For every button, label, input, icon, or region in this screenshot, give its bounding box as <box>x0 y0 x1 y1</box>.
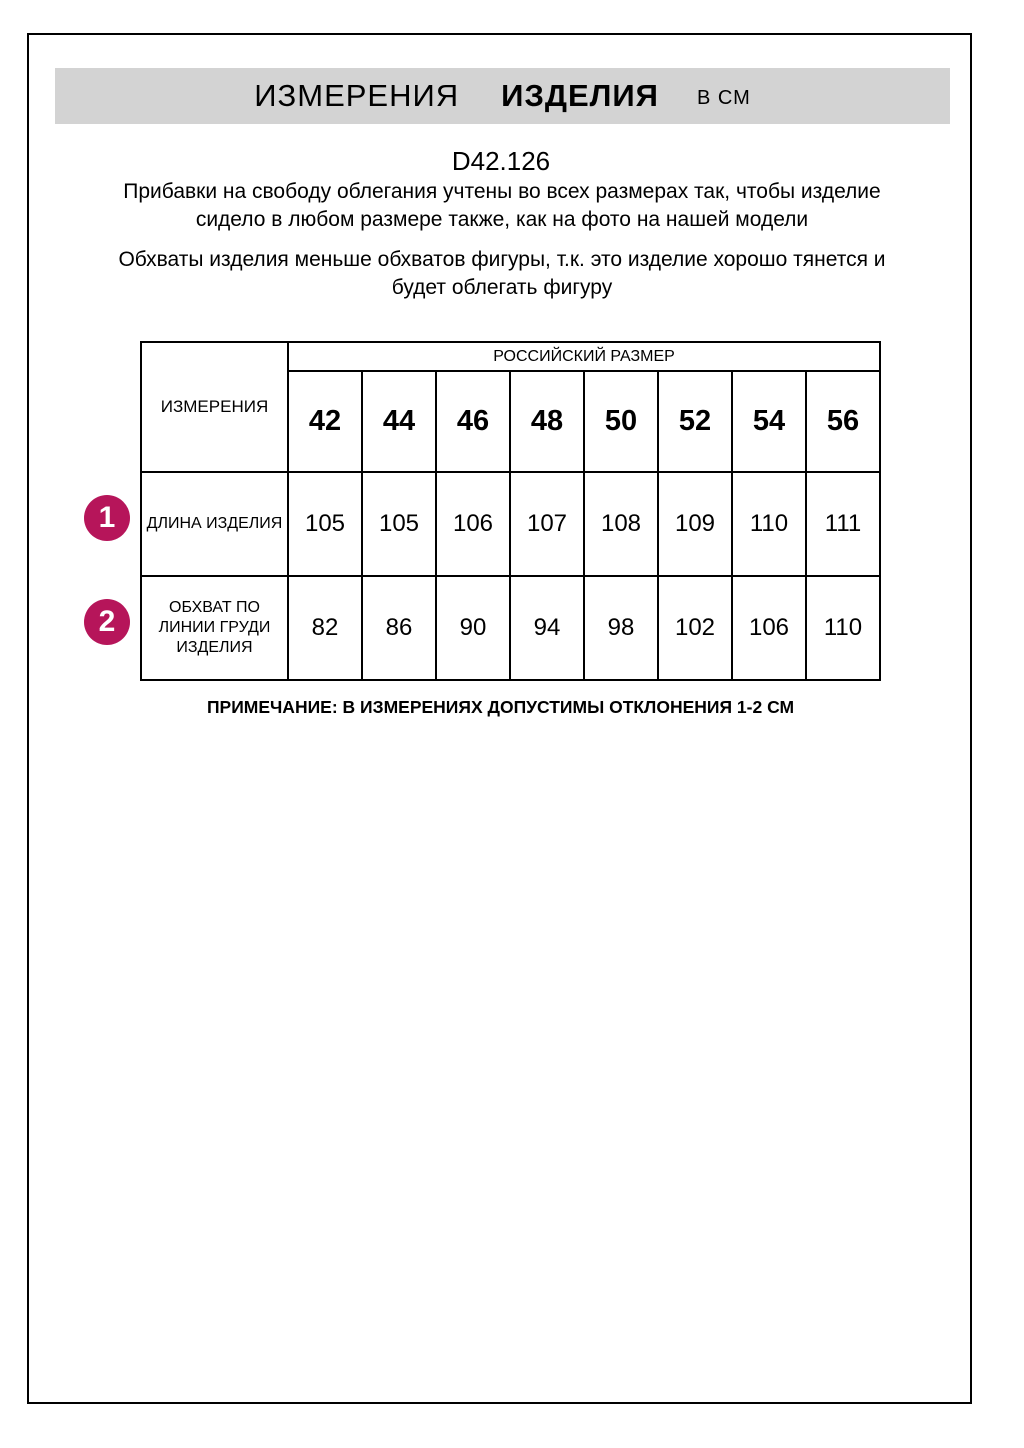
table-row-chest <box>141 576 880 680</box>
title-measurements: ИЗМЕРЕНИЯ <box>254 78 460 113</box>
product-code: D42.126 <box>451 146 551 176</box>
description-block <box>112 178 892 314</box>
size-header-cell: 54 <box>732 371 806 472</box>
size-header-cell: 48 <box>510 371 584 472</box>
table-cell: 109 <box>658 472 732 576</box>
table-cell: 82 <box>288 576 362 680</box>
row-marker-1: 1 <box>84 495 130 541</box>
table-cell: 110 <box>806 576 880 680</box>
table-cell: 106 <box>732 576 806 680</box>
table-row-group-header <box>141 342 880 371</box>
size-group-header-cell: РОССИЙСКИЙ РАЗМЕР <box>288 342 880 371</box>
size-header-cell: 56 <box>806 371 880 472</box>
size-header-cell: 42 <box>288 371 362 472</box>
size-header-cell: 44 <box>362 371 436 472</box>
table-cell: 110 <box>732 472 806 576</box>
table-cell: 90 <box>436 576 510 680</box>
corner-header-cell: ИЗМЕРЕНИЯ <box>141 342 288 472</box>
title-banner <box>55 68 950 124</box>
title-product: ИЗДЕЛИЯ <box>501 78 659 113</box>
description-paragraph-2: Обхваты изделия меньше обхватов фигуры, т.к. это изделие хорошо тянется и будет облегать фигуру <box>118 248 886 299</box>
size-header-cell: 52 <box>658 371 732 472</box>
table-cell: 105 <box>288 472 362 576</box>
title-units: В СМ <box>696 86 751 109</box>
table-cell: 86 <box>362 576 436 680</box>
table-cell: 108 <box>584 472 658 576</box>
size-header-cell: 46 <box>436 371 510 472</box>
row-marker-2: 2 <box>84 599 130 645</box>
table-cell: 111 <box>806 472 880 576</box>
table-cell: 105 <box>362 472 436 576</box>
table-cell: 107 <box>510 472 584 576</box>
table-row-length <box>141 472 880 576</box>
description-paragraph-1: Прибавки на свободу облегания учтены во всех размерах так, чтобы изделие сидело в любом размере также, как на фото на нашей модели <box>123 180 881 231</box>
size-header-cell: 50 <box>584 371 658 472</box>
table-cell: 98 <box>584 576 658 680</box>
size-table <box>140 341 881 681</box>
table-cell: 106 <box>436 472 510 576</box>
measurement-label-chest: ОБХВАТ ПО ЛИНИИ ГРУДИ ИЗДЕЛИЯ <box>141 576 288 680</box>
table-cell: 102 <box>658 576 732 680</box>
table-cell: 94 <box>510 576 584 680</box>
measurement-label-length: ДЛИНА ИЗДЕЛИЯ <box>141 472 288 576</box>
tolerance-note: ПРИМЕЧАНИЕ: В ИЗМЕРЕНИЯХ ДОПУСТИМЫ ОТКЛОНЕНИЯ 1-2 СМ <box>206 697 795 717</box>
